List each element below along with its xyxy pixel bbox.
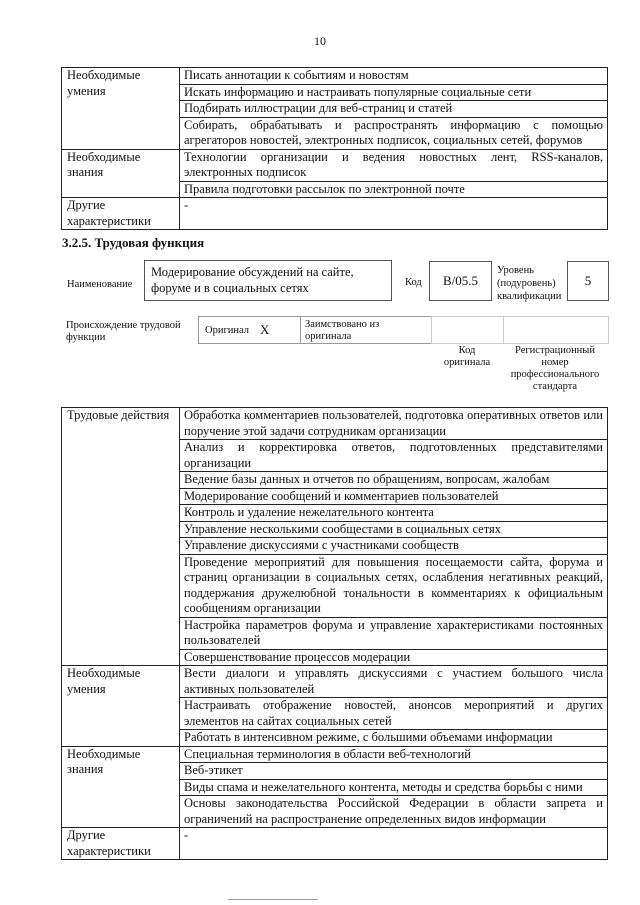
level-label: Уровень (подуровень) квалификации xyxy=(497,265,562,302)
original-box xyxy=(198,316,301,344)
code-label: Код xyxy=(405,277,422,288)
table-cell: Специальная терминология в области веб-технологий xyxy=(180,746,608,763)
section-heading: 3.2.5. Трудовая функция xyxy=(62,235,205,250)
table-cell: Настройка параметров форума и управление характеристиками постоянных пользователей xyxy=(180,617,608,649)
labor-function-table xyxy=(61,407,608,860)
page-number: 10 xyxy=(314,34,326,48)
table-cell: - xyxy=(180,828,608,860)
table-cell: Модерирование сообщений и комментариев пользователей xyxy=(180,488,608,505)
table-cell: Анализ и корректировка ответов, подготовленных представителями организации xyxy=(180,440,608,472)
table-cell: Управление несколькими сообщестами в социальных сетях xyxy=(180,521,608,538)
table-cell: Совершенствование процессов модерации xyxy=(180,649,608,666)
table-cell: Технологии организации и ведения новостных лент, RSS-каналов, электронных подписок xyxy=(180,149,608,181)
table-cell: Ведение базы данных и отчетов по обращениям, вопросам, жалобам xyxy=(180,472,608,489)
scan-mark xyxy=(228,899,318,900)
row-label: Необходимые знания xyxy=(62,746,180,828)
name-label: Наименование xyxy=(67,279,133,290)
row-label: Необходимые знания xyxy=(62,149,180,198)
level-value-box xyxy=(567,261,609,301)
code-original-box xyxy=(431,316,504,344)
table-cell: Настраивать отображение новостей, анонсов мероприятий и других элементов на сайтах социальных сетей xyxy=(180,698,608,730)
reg-number-caption: Регистрационный номер профессионального стандарта xyxy=(510,345,600,392)
row-label: Необходимые умения xyxy=(62,68,180,150)
row-label: Необходимые умения xyxy=(62,666,180,747)
table-cell: Собирать, обрабатывать и распространять информацию с помощью агрегаторов новостей, электронных подписок, социальных сетей, форумов xyxy=(180,117,608,149)
code-original-caption: Код оригинала xyxy=(443,345,491,368)
table-cell: Основы законодательства Российской Федерации в области запрета и ограничений на распространение определенных видов информации xyxy=(180,796,608,828)
table-cell: Работать в интенсивном режиме, с большими объемами информации xyxy=(180,730,608,747)
table-cell: Искать информацию и настраивать популярные социальные сети xyxy=(180,84,608,101)
reg-number-box xyxy=(503,316,609,344)
table-cell: Управление дискуссиями с участниками сообществ xyxy=(180,538,608,555)
name-value: Модерирование обсуждений на сайте, форуме и в социальных сетях xyxy=(151,265,354,295)
borrowed-box xyxy=(300,316,432,344)
skills-table-previous xyxy=(61,67,608,230)
level-value: 5 xyxy=(584,273,592,288)
table-cell: Виды спама и нежелательного контента, методы и средства борьбы с ними xyxy=(180,779,608,796)
table-cell: Обработка комментариев пользователей, подготовка оперативных ответов или поручение этой задачи сотрудникам организации xyxy=(180,408,608,440)
row-label: Трудовые действия xyxy=(62,408,180,666)
table-cell: Писать аннотации к событиям и новостям xyxy=(180,68,608,85)
original-mark: X xyxy=(260,322,270,337)
original-label: Оригинал xyxy=(205,325,249,336)
table-cell: Контроль и удаление нежелательного контента xyxy=(180,505,608,522)
code-value: B/05.5 xyxy=(442,273,479,288)
table-cell: - xyxy=(180,198,608,230)
table-cell: Правила подготовки рассылок по электронной почте xyxy=(180,181,608,198)
borrowed-label: Заимствовано из оригинала xyxy=(305,319,380,342)
table-cell: Вести диалоги и управлять дискуссиями с участием большого числа активных пользователей xyxy=(180,666,608,698)
code-value-box xyxy=(429,261,492,301)
name-value-box xyxy=(144,260,392,301)
row-label: Другие характеристики xyxy=(62,828,180,860)
row-label: Другие характеристики xyxy=(62,198,180,230)
origin-label: Происхождение трудовой функции xyxy=(66,320,181,343)
table-cell: Подбирать иллюстрации для веб-страниц и статей xyxy=(180,101,608,118)
table-cell: Веб-этикет xyxy=(180,763,608,780)
table-cell: Проведение мероприятий для повышения посещаемости сайта, форума и страниц организации в социальных сетях, ослабления негативных реакций, поддержания дружелюбной тональности в комментариях к официальным сообщениям организации xyxy=(180,554,608,617)
